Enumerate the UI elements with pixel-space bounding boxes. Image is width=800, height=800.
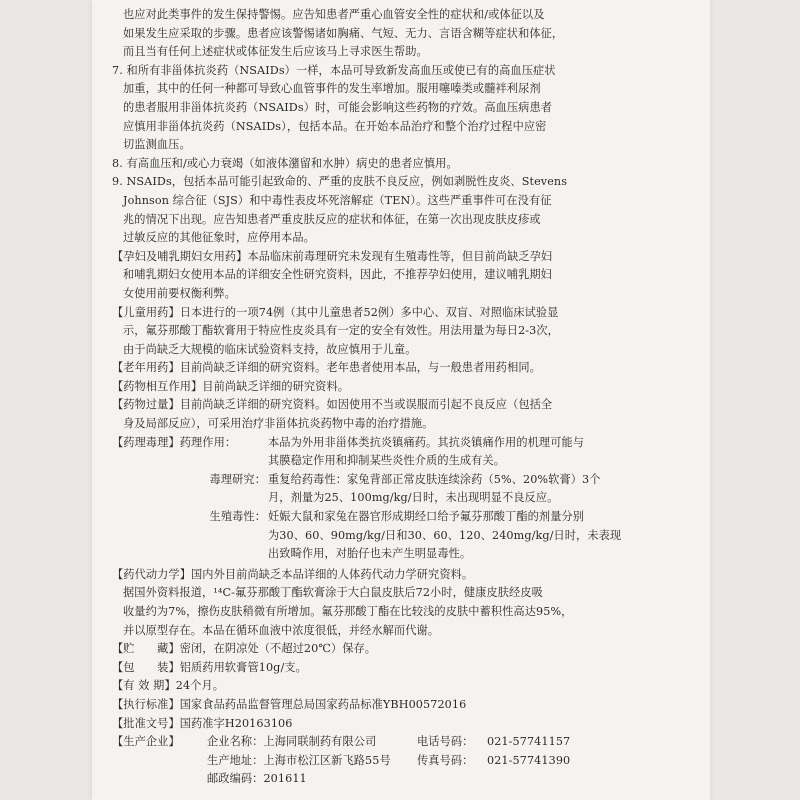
section-standard: 【执行标准】国家食品药品监督管理总局国家药品标准YBH00572016 [112, 697, 467, 711]
text-line: 9. NSAIDs，包括本品可能引起致命的、严重的皮肤不良反应，例如剥脱性皮炎、Stevens [112, 175, 568, 189]
text-line: 而且当有任何上述症状或体征发生后应该马上寻求医生帮助。 [123, 45, 428, 59]
section-approval-number: 【批准文号】国药准字H20163106 [112, 716, 293, 730]
text-line: Johnson 综合征（SJS）和中毒性表皮坏死溶解症（TEN）。这些严重事件可在没有征 [123, 193, 552, 207]
repro-tox-text: 妊娠大鼠和家兔在器官形成期经口给予氟芬那酸丁酯的剂量分别 为30、60、90mg/kg/日和30、60、120、240mg/kg/日时，未表现 出致畸作用，对胎仔也未产生明显毒性。 [268, 510, 622, 561]
section-overdose: 【药物过量】目前尚缺乏详细的研究资料。如因使用不当或误服而引起不良反应（包括全 [112, 398, 553, 412]
text-line: 加重，其中的任何一种都可导致心血管事件的发生率增加。服用噻嗪类或髓袢利尿剂 [123, 82, 541, 96]
text-line: 收量约为7%，擦伤皮肤稍微有所增加。氟芬那酸丁酯在比较浅的皮肤中蓄积性高达95%， [123, 605, 573, 618]
text-line: 示，氟芬那酸丁酯软膏用于特应性皮炎具有一定的安全有效性。用法用量为每日2-3次， [123, 324, 559, 338]
text-line: 应慎用非甾体抗炎药（NSAIDs），包括本品。在开始本品治疗和整个治疗过程中应密 [123, 119, 547, 133]
text-line: 女使用前要权衡利弊。 [123, 286, 236, 300]
section-pregnancy: 【孕妇及哺乳期妇女用药】本品临床前毒理研究未发现有生殖毒性等，但目前尚缺乏孕妇 [112, 249, 553, 263]
text-line: 由于尚缺乏大规模的临床试验资料支持，故应慎用于儿童。 [123, 342, 417, 356]
manufacturer-label: 【生产企业】 [112, 735, 180, 749]
text-line: 兆的情况下出现。应告知患者严重皮肤反应的症状和体征，在第一次出现皮肤皮疹或 [123, 212, 541, 226]
text-line: 8. 有高血压和/或心力衰竭（如液体潴留和水肿）病史的患者应慎用。 [112, 156, 458, 170]
drug-leaflet-text [112, 6, 652, 789]
text-line: 过敏反应的其他征象时，应停用本品。 [123, 231, 315, 245]
section-geriatric: 【老年用药】目前尚缺乏详细的研究资料。老年患者使用本品，与一般患者用药相同。 [112, 361, 541, 375]
text-line: 也应对此类事件的发生保持警惕。应告知患者严重心血管安全性的症状和/或体征以及 [123, 8, 545, 21]
text-line: 并以原型存在。本品在循环血液中浓度很低，并经水解而代谢。 [123, 623, 440, 637]
repro-tox-label: 生殖毒性： [209, 510, 266, 524]
fax-number: 021-57741390 [487, 753, 571, 767]
text-line: 和哺乳期妇女使用本品的详细安全性研究资料，因此，不推荐孕妇使用，建议哺乳期妇 [123, 268, 552, 282]
section-pharmacokinetics: 【药代动力学】国内外目前尚缺乏本品详细的人体药代动力学研究资料。 [112, 567, 474, 581]
text-line: 的患者服用非甾体抗炎药（NSAIDs）时，可能会影响这些药物的疗效。高血压病患者 [123, 100, 553, 114]
text-line: 切监测血压。 [123, 138, 191, 152]
phone-number: 021-57741157 [487, 735, 571, 749]
pharm-action-text: 本品为外用非甾体类抗炎镇痛药。其抗炎镇痛作用的机理可能与 其膜稳定作用和抑制某些炎性介质的生成有关。 [268, 435, 585, 468]
phone-label: 电话号码： [417, 735, 474, 749]
fax-label: 传真号码： [417, 753, 474, 767]
pharm-action-label: 【药理毒理】药理作用： [112, 435, 237, 449]
section-pediatric: 【儿童用药】日本进行的一项74例（其中儿童患者52例）多中心、双盲、对照临床试验显 [112, 305, 559, 319]
pharm-section-label: 【药理毒理】 [112, 435, 180, 449]
tox-study-text: 重复给药毒性：家兔背部正常皮肤连续涂药（5%、20%软膏）3个 月，剂量为25、100mg/kg/日时，未出现明显不良反应。 [268, 472, 601, 505]
text-line: 身及局部反应），可采用治疗非甾体抗炎药物中毒的治疗措施。 [123, 417, 434, 431]
company-name: 企业名称：上海同联制药有限公司 [207, 735, 377, 749]
postal-code: 邮政编码：201611 [207, 772, 307, 786]
company-address: 生产地址：上海市松江区新飞路55号 [207, 753, 391, 767]
text-line: 7. 和所有非甾体抗炎药（NSAIDs）一样，本品可导致新发高血压或使已有的高血压症状 [112, 63, 556, 77]
text-line: 据国外资料报道，¹⁴C-氟芬那酸丁酯软膏涂于大白鼠皮肤后72小时，健康皮肤经皮吸 [123, 586, 543, 600]
section-pharmacology [112, 434, 652, 564]
section-interactions: 【药物相互作用】目前尚缺乏详细的研究资料。 [112, 379, 350, 393]
text-line: 如果发生应采取的步骤。患者应该警惕诸如胸痛、气短、无力、言语含糊等症状和体征， [123, 26, 564, 40]
section-storage: 【贮 藏】密闭，在阴凉处（不超过20℃）保存。 [112, 642, 377, 656]
section-manufacturer [112, 733, 652, 789]
tox-study-label: 毒理研究： [209, 472, 266, 486]
section-shelf-life: 【有 效 期】24个月。 [112, 679, 225, 693]
section-package: 【包 装】铝质药用软膏管10g/支。 [112, 660, 307, 674]
